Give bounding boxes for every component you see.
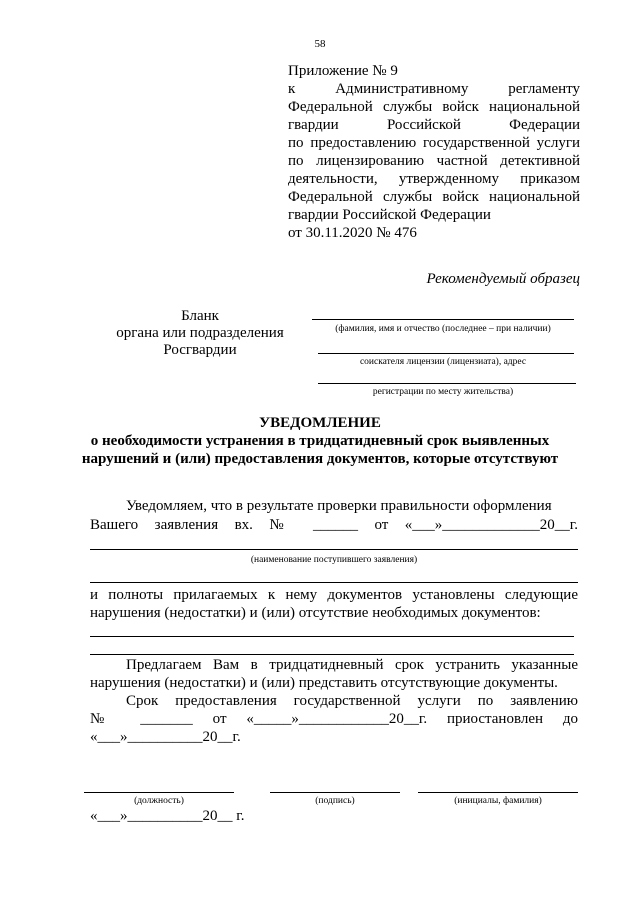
letterhead-line: Росгвардии (163, 342, 237, 358)
appendix-header (288, 62, 580, 244)
paragraph-3-line-1: Предлагаем Вам в тридцатидневный срок устранить указанные (126, 657, 578, 673)
addressee-line-2 (318, 353, 574, 354)
addressee-caption-1: (фамилия, имя и отчество (последнее – при наличии) (335, 324, 551, 334)
appendix-line: к Административному регламенту (288, 81, 580, 97)
appendix-line: от 30.11.2020 № 476 (288, 225, 417, 241)
sign-caption: (подпись) (315, 796, 355, 806)
violations-line-2 (90, 654, 574, 655)
appendix-line: по лицензированию частной детективной (288, 153, 580, 169)
application-name-line (90, 549, 578, 550)
paragraph-1-line-1: Уведомляем, что в результате проверки правильности оформления (126, 498, 552, 514)
sign-line (270, 792, 400, 793)
application-name-line-2 (90, 582, 578, 583)
document-subtitle-2: нарушений и (или) предоставления документов, которые отсутствуют (81, 451, 559, 467)
addressee-line-1 (312, 319, 574, 320)
appendix-line: Приложение № 9 (288, 63, 398, 79)
name-caption: (инициалы, фамилия) (454, 796, 542, 806)
paragraph-1-line-2: Вашего заявления вх. № ______ от «___»_____________20__г. (90, 517, 578, 533)
addressee-line-3 (318, 383, 576, 384)
paragraph-2-line-2: нарушения (недостатки) и (или) отсутствие необходимых документов: (90, 605, 541, 621)
addressee-caption-2: соискателя лицензии (лицензиата), адрес (359, 357, 527, 367)
position-caption: (должность) (134, 796, 184, 806)
appendix-line: деятельности, утвержденному приказом (288, 171, 580, 187)
document-subtitle-1: о необходимости устранения в тридцатидневный срок выявленных (90, 433, 550, 449)
paragraph-4-line-3: «___»__________20__г. (90, 729, 241, 745)
paragraph-3-line-2: нарушения (недостатки) и (или) представить отсутствующие документы. (90, 675, 558, 691)
paragraph-4-line-1: Срок предоставления государственной услуги по заявлению (126, 693, 578, 709)
document-title: УВЕДОМЛЕНИЕ (259, 415, 381, 431)
page-number: 58 (314, 38, 326, 50)
name-line (418, 792, 578, 793)
paragraph-2-line-1: и полноты прилагаемых к нему документов установлены следующие (90, 587, 578, 603)
position-line (84, 792, 234, 793)
appendix-line: Федеральной службы войск национальной (288, 99, 580, 115)
recommended-sample-label: Рекомендуемый образец (426, 271, 580, 287)
appendix-line: Федеральной службы войск национальной (288, 189, 580, 205)
signature-date: «___»__________20__ г. (90, 808, 245, 824)
appendix-line: гвардии Российской Федерации (288, 207, 491, 223)
violations-line-1 (90, 636, 574, 637)
appendix-line: гвардии Российской Федерации (288, 117, 580, 133)
application-name-caption: (наименование поступившего заявления) (250, 555, 418, 565)
letterhead-line: органа или подразделения (116, 325, 284, 341)
letterhead-line: Бланк (181, 308, 219, 324)
addressee-caption-3: регистрации по месту жительства) (372, 387, 514, 397)
paragraph-4-line-2: № _______ от «_____»____________20__г. приостановлен до (90, 711, 578, 727)
appendix-line: по предоставлению государственной услуги (288, 135, 580, 151)
